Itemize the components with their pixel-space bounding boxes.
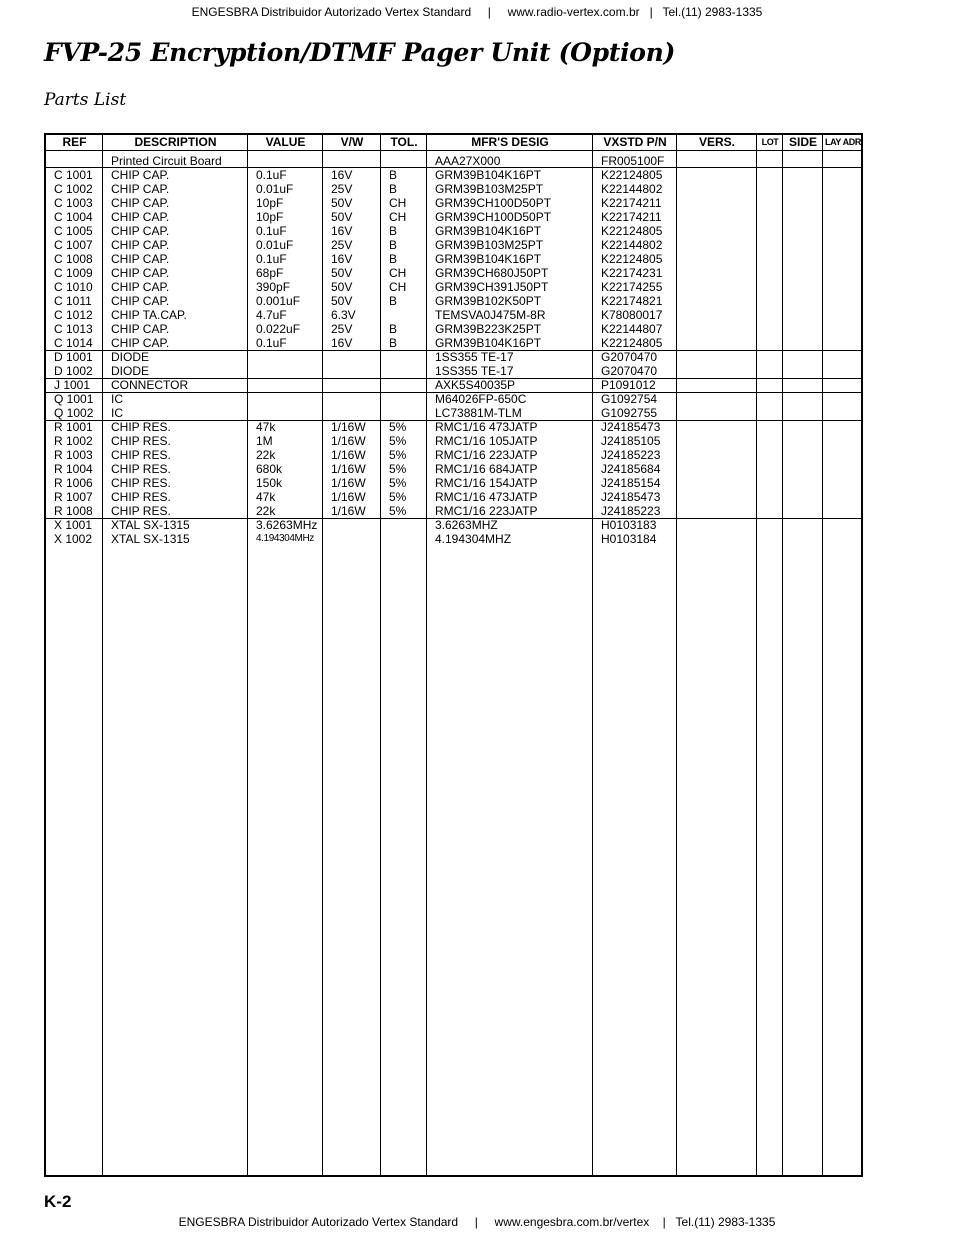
cell-description: CHIP CAP. [111, 280, 170, 294]
cell-value [256, 406, 323, 420]
cell-vxstd-pn: H0103184 [601, 532, 657, 546]
cell-vxstd-pn: K22144807 [601, 322, 663, 336]
group-separator [46, 350, 861, 351]
cell-ref: D 1001 [54, 350, 93, 364]
table-row [46, 238, 861, 252]
parts-list-table [44, 133, 863, 1177]
cell-ref: C 1007 [54, 238, 93, 252]
cell-tol: B [389, 294, 398, 308]
cell-description: CHIP CAP. [111, 336, 170, 350]
cell-description: DIODE [111, 364, 150, 378]
cell-description: CHIP TA.CAP. [111, 308, 187, 322]
cell-description: CHIP CAP. [111, 182, 170, 196]
cell-description: CHIP CAP. [111, 224, 170, 238]
cell-tol [389, 392, 427, 406]
table-row [46, 490, 861, 504]
cell-description: CHIP RES. [111, 476, 171, 490]
cell-mfr-desig: 1SS355 TE-17 [435, 350, 514, 364]
cell-mfr-desig: RMC1/16 473JATP [435, 490, 538, 504]
cell-ref: X 1001 [54, 518, 93, 532]
cell-vxstd-pn: J24185223 [601, 504, 661, 518]
cell-vw: 25V [331, 238, 353, 252]
cell-tol: B [389, 224, 398, 238]
cell-mfr-desig: LC73881M-TLM [435, 406, 522, 420]
cell-value [256, 154, 323, 168]
table-row [46, 462, 861, 476]
cell-tol [389, 364, 427, 378]
table-row [46, 532, 861, 546]
cell-description: CONNECTOR [111, 378, 189, 392]
cell-mfr-desig: GRM39B104K16PT [435, 224, 542, 238]
cell-vxstd-pn: G2070470 [601, 350, 658, 364]
cell-mfr-desig: GRM39B103M25PT [435, 182, 544, 196]
cell-tol: 5% [389, 420, 407, 434]
column-header-value: VALUE [265, 135, 306, 149]
cell-vxstd-pn: K22144802 [601, 182, 663, 196]
cell-tol: B [389, 322, 398, 336]
cell-mfr-desig: GRM39B103M25PT [435, 238, 544, 252]
cell-vxstd-pn: P1091012 [601, 378, 656, 392]
cell-value: 0.001uF [256, 294, 301, 308]
cell-vxstd-pn: G1092754 [601, 392, 658, 406]
cell-description: CHIP RES. [111, 504, 171, 518]
table-header-row [46, 135, 861, 151]
cell-vxstd-pn: K22124805 [601, 252, 663, 266]
cell-ref: R 1003 [54, 448, 93, 462]
table-row [46, 504, 861, 518]
table-row [46, 280, 861, 294]
cell-vw: 16V [331, 224, 353, 238]
cell-value: 0.1uF [256, 224, 287, 238]
column-header-vers: VERS. [698, 135, 735, 149]
cell-tol: CH [389, 196, 407, 210]
cell-mfr-desig: 3.6263MHZ [435, 518, 498, 532]
cell-mfr-desig: RMC1/16 154JATP [435, 476, 538, 490]
cell-vw [331, 364, 381, 378]
column-header-lay-adr: LAY ADR [825, 137, 861, 147]
cell-mfr-desig: GRM39CH100D50PT [435, 196, 552, 210]
table-row [46, 378, 861, 392]
cell-vw: 1/16W [331, 490, 366, 504]
cell-ref: C 1005 [54, 224, 93, 238]
column-header-ref: REF [62, 135, 87, 149]
cell-value: 3.6263MHz [256, 518, 318, 532]
cell-value: 390pF [256, 280, 291, 294]
cell-ref: R 1001 [54, 420, 93, 434]
cell-description: CHIP RES. [111, 420, 171, 434]
cell-tol [389, 406, 427, 420]
group-separator [46, 378, 861, 379]
cell-tol: CH [389, 210, 407, 224]
cell-value: 10pF [256, 210, 284, 224]
cell-vw: 50V [331, 294, 353, 308]
cell-vxstd-pn: K22174821 [601, 294, 663, 308]
cell-mfr-desig: GRM39CH680J50PT [435, 266, 549, 280]
cell-value: 680k [256, 462, 283, 476]
column-header-description: DESCRIPTION [134, 135, 217, 149]
cell-vw [331, 532, 381, 546]
cell-mfr-desig: GRM39CH391J50PT [435, 280, 549, 294]
cell-value: 0.022uF [256, 322, 301, 336]
cell-description: CHIP CAP. [111, 252, 170, 266]
cell-description: CHIP RES. [111, 434, 171, 448]
table-row [46, 154, 861, 168]
cell-vw: 16V [331, 252, 353, 266]
table-row [46, 406, 861, 420]
cell-ref: C 1001 [54, 168, 93, 182]
cell-ref: J 1001 [54, 378, 91, 392]
cell-vw: 1/16W [331, 504, 366, 518]
cell-ref: C 1009 [54, 266, 93, 280]
cell-tol [389, 350, 427, 364]
cell-description: IC [111, 406, 123, 420]
cell-mfr-desig: GRM39CH100D50PT [435, 210, 552, 224]
cell-value: 4.7uF [256, 308, 287, 322]
column-header-mfr-desig: MFR'S DESIG [471, 135, 549, 149]
cell-description: CHIP CAP. [111, 322, 170, 336]
column-header-side: SIDE [788, 135, 817, 149]
table-row [46, 224, 861, 238]
cell-ref: R 1002 [54, 434, 93, 448]
cell-description: DIODE [111, 350, 150, 364]
group-separator [46, 167, 861, 168]
table-row [46, 252, 861, 266]
cell-ref [54, 154, 103, 168]
cell-vxstd-pn: K22174211 [601, 210, 662, 224]
cell-ref: Q 1002 [54, 406, 94, 420]
table-row [46, 392, 861, 406]
cell-value: 22k [256, 504, 276, 518]
cell-vw: 25V [331, 182, 353, 196]
cell-ref: C 1010 [54, 280, 93, 294]
cell-value: 0.01uF [256, 182, 294, 196]
table-row [46, 350, 861, 364]
cell-vw: 1/16W [331, 448, 366, 462]
cell-mfr-desig: TEMSVA0J475M-8R [435, 308, 546, 322]
cell-ref: R 1006 [54, 476, 93, 490]
cell-mfr-desig: RMC1/16 473JATP [435, 420, 538, 434]
cell-tol: B [389, 336, 398, 350]
cell-tol: 5% [389, 490, 407, 504]
cell-value: 10pF [256, 196, 284, 210]
cell-vw: 16V [331, 168, 353, 182]
cell-tol: 5% [389, 504, 407, 518]
cell-vxstd-pn: J24185154 [601, 476, 661, 490]
cell-tol: 5% [389, 462, 407, 476]
cell-vxstd-pn: J24185473 [601, 420, 661, 434]
cell-vxstd-pn: K22124805 [601, 224, 663, 238]
cell-tol: B [389, 168, 398, 182]
cell-vxstd-pn: K78080017 [601, 308, 663, 322]
cell-value: 4.194304MHz [256, 533, 314, 544]
table-row [46, 448, 861, 462]
cell-mfr-desig: M64026FP-650C [435, 392, 527, 406]
cell-vw: 50V [331, 210, 353, 224]
cell-value: 47k [256, 490, 276, 504]
table-row [46, 182, 861, 196]
cell-ref: X 1002 [54, 532, 93, 546]
cell-value [256, 378, 323, 392]
cell-tol: 5% [389, 476, 407, 490]
cell-value: 1M [256, 434, 273, 448]
cell-ref: C 1008 [54, 252, 93, 266]
cell-vxstd-pn: K22124805 [601, 168, 663, 182]
cell-vxstd-pn: J24185684 [601, 462, 661, 476]
cell-value: 0.1uF [256, 336, 287, 350]
cell-vw: 50V [331, 196, 353, 210]
cell-vxstd-pn: K22124805 [601, 336, 663, 350]
cell-tol [389, 378, 427, 392]
cell-ref: C 1003 [54, 196, 93, 210]
table-row [46, 266, 861, 280]
cell-value: 68pF [256, 266, 284, 280]
cell-vw: 16V [331, 336, 353, 350]
table-row [46, 308, 861, 322]
cell-mfr-desig: 4.194304MHZ [435, 532, 512, 546]
cell-description: CHIP CAP. [111, 210, 170, 224]
page-footer: ENGESBRA Distribuidor Autorizado Vertex Standard | www.engesbra.com.br/vertex | Tel.(11) 2983-1335 [178, 1215, 776, 1229]
cell-ref: R 1007 [54, 490, 93, 504]
cell-ref: C 1004 [54, 210, 93, 224]
group-separator [46, 420, 861, 421]
cell-tol [389, 154, 427, 168]
cell-ref: C 1014 [54, 336, 93, 350]
cell-vxstd-pn: G2070470 [601, 364, 658, 378]
cell-vw [331, 350, 381, 364]
cell-mfr-desig: GRM39B104K16PT [435, 168, 542, 182]
column-header-lot: LOT [761, 137, 779, 147]
cell-vw: 1/16W [331, 462, 366, 476]
cell-value: 150k [256, 476, 283, 490]
cell-vw: 6.3V [331, 308, 356, 322]
cell-description: CHIP RES. [111, 462, 171, 476]
cell-vxstd-pn: FR005100F [601, 154, 665, 168]
cell-ref: C 1013 [54, 322, 93, 336]
column-header-vxstd-pn: VXSTD P/N [603, 135, 667, 149]
table-row [46, 336, 861, 350]
cell-vw [331, 154, 381, 168]
cell-vxstd-pn: J24185105 [601, 434, 661, 448]
cell-mfr-desig: RMC1/16 105JATP [435, 434, 538, 448]
cell-vw [331, 406, 381, 420]
column-header-tol: TOL. [390, 135, 418, 149]
cell-ref: D 1002 [54, 364, 93, 378]
cell-mfr-desig: GRM39B223K25PT [435, 322, 542, 336]
cell-mfr-desig: AAA27X000 [435, 154, 501, 168]
cell-vxstd-pn: K22144802 [601, 238, 663, 252]
cell-description: XTAL SX-1315 [111, 518, 190, 532]
table-row [46, 476, 861, 490]
cell-ref: C 1011 [54, 294, 92, 308]
cell-ref: Q 1001 [54, 392, 94, 406]
cell-value: 0.1uF [256, 168, 287, 182]
cell-mfr-desig: AXK5S40035P [435, 378, 516, 392]
cell-description: CHIP RES. [111, 448, 171, 462]
cell-vxstd-pn: K22174255 [601, 280, 663, 294]
table-row [46, 168, 861, 182]
group-separator [46, 518, 861, 519]
table-row [46, 420, 861, 434]
cell-tol: CH [389, 266, 407, 280]
column-header-vw: V/W [340, 135, 364, 149]
table-row [46, 210, 861, 224]
cell-tol: 5% [389, 434, 407, 448]
cell-ref: C 1012 [54, 308, 93, 322]
cell-tol: 5% [389, 448, 407, 462]
cell-vw [331, 518, 381, 532]
cell-tol [389, 518, 427, 532]
table-row [46, 434, 861, 448]
table-row [46, 322, 861, 336]
cell-tol [389, 532, 427, 546]
cell-description: CHIP RES. [111, 490, 171, 504]
cell-vxstd-pn: G1092755 [601, 406, 658, 420]
cell-value: 0.01uF [256, 238, 294, 252]
cell-tol: B [389, 182, 398, 196]
cell-tol [389, 308, 427, 322]
cell-description: IC [111, 392, 123, 406]
cell-vxstd-pn: J24185223 [601, 448, 661, 462]
cell-value [256, 350, 323, 364]
table-row [46, 196, 861, 210]
cell-description: CHIP CAP. [111, 266, 170, 280]
cell-value: 0.1uF [256, 252, 287, 266]
table-row [46, 364, 861, 378]
cell-mfr-desig: GRM39B104K16PT [435, 336, 542, 350]
section-subtitle: Parts List [44, 90, 127, 110]
cell-ref: R 1008 [54, 504, 93, 518]
cell-vxstd-pn: K22174231 [601, 266, 663, 280]
cell-mfr-desig: 1SS355 TE-17 [435, 364, 514, 378]
cell-vw [331, 392, 381, 406]
cell-mfr-desig: RMC1/16 223JATP [435, 448, 538, 462]
cell-description: XTAL SX-1315 [111, 532, 190, 546]
cell-tol: B [389, 252, 398, 266]
cell-vw: 1/16W [331, 476, 366, 490]
cell-vw: 50V [331, 266, 353, 280]
cell-description: CHIP CAP. [111, 238, 170, 252]
cell-ref: C 1002 [54, 182, 93, 196]
page-number-label: K-2 [44, 1192, 72, 1211]
cell-vw [331, 378, 381, 392]
cell-description: Printed Circuit Board [111, 154, 222, 168]
cell-vxstd-pn: H0103183 [601, 518, 657, 532]
cell-description: CHIP CAP. [111, 294, 170, 308]
cell-vw: 1/16W [331, 420, 366, 434]
cell-vxstd-pn: K22174211 [601, 196, 662, 210]
cell-mfr-desig: RMC1/16 223JATP [435, 504, 538, 518]
cell-value: 22k [256, 448, 276, 462]
cell-description: CHIP CAP. [111, 196, 170, 210]
cell-value [256, 364, 323, 378]
cell-tol: B [389, 238, 398, 252]
page-title: FVP-25 Encryption/DTMF Pager Unit (Option) [44, 38, 676, 67]
page-header: ENGESBRA Distribuidor Autorizado Vertex Standard | www.radio-vertex.com.br | Tel.(11) 2983-1335 [191, 5, 763, 19]
cell-vw: 50V [331, 280, 353, 294]
cell-mfr-desig: GRM39B102K50PT [435, 294, 542, 308]
cell-description: CHIP CAP. [111, 168, 170, 182]
cell-vxstd-pn: J24185473 [601, 490, 661, 504]
cell-value [256, 392, 323, 406]
group-separator [46, 392, 861, 393]
cell-mfr-desig: GRM39B104K16PT [435, 252, 542, 266]
table-row [46, 518, 861, 532]
table-row [46, 294, 861, 308]
cell-ref: R 1004 [54, 462, 93, 476]
cell-mfr-desig: RMC1/16 684JATP [435, 462, 538, 476]
cell-tol: CH [389, 280, 407, 294]
cell-value: 47k [256, 420, 276, 434]
cell-vw: 1/16W [331, 434, 366, 448]
cell-vw: 25V [331, 322, 353, 336]
